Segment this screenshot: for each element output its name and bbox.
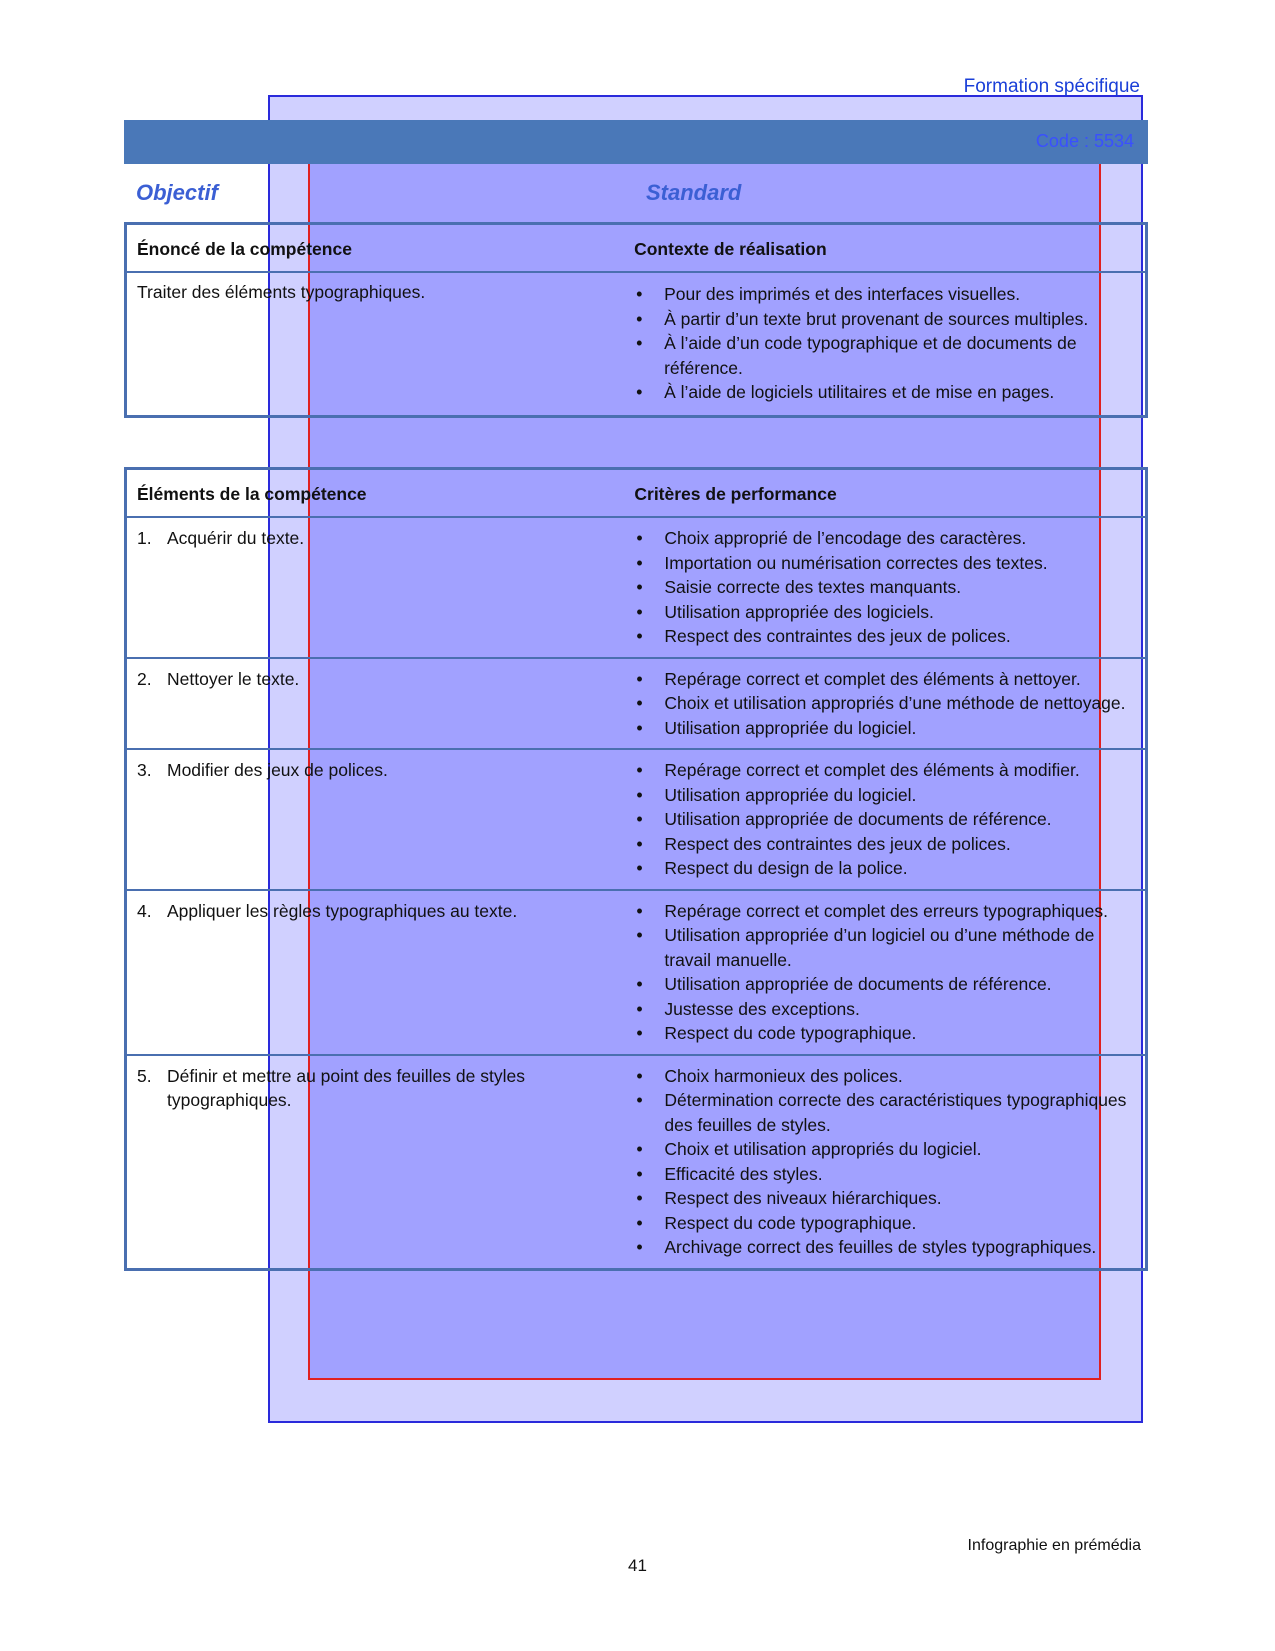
footer-program: Infographie en prémédia xyxy=(967,1537,1141,1554)
competence-table xyxy=(124,222,1148,418)
header-banner xyxy=(124,120,1148,164)
criteria-cell xyxy=(624,517,1146,658)
list-item: • Choix et utilisation appropriés du logiciel. xyxy=(634,1137,1137,1162)
element-cell xyxy=(126,658,625,750)
element-item xyxy=(137,899,616,924)
list-item: • Justesse des exceptions. xyxy=(634,997,1137,1022)
list-item: • Respect des contraintes des jeux de polices. xyxy=(634,832,1137,857)
list-item: • Respect du design de la police. xyxy=(634,856,1137,881)
code-label: Code : 5534 xyxy=(1035,131,1134,151)
criteria-list xyxy=(634,899,1137,1046)
criteria-cell xyxy=(624,890,1146,1055)
list-item: • Respect des niveaux hiérarchiques. xyxy=(634,1186,1137,1211)
context-list xyxy=(634,282,1137,405)
criteria-list xyxy=(634,1064,1137,1260)
criteria-list xyxy=(634,667,1137,741)
list-item: • Pour des imprimés et des interfaces visuelles. xyxy=(634,282,1137,307)
list-item: • Choix approprié de l’encodage des caractères. xyxy=(634,526,1137,551)
list-item: • Utilisation appropriée d’un logiciel ou d’une méthode de travail manuelle. xyxy=(634,923,1137,972)
element-item xyxy=(137,758,616,783)
list-item: • Respect du code typographique. xyxy=(634,1211,1137,1236)
criteria-cell xyxy=(624,1055,1146,1270)
criteria-list xyxy=(634,758,1137,881)
list-item: • Utilisation appropriée du logiciel. xyxy=(634,783,1137,808)
section-label: Formation spécifique xyxy=(963,76,1140,97)
element-cell xyxy=(126,517,625,658)
element-cell xyxy=(126,1055,625,1270)
element-cell xyxy=(126,890,625,1055)
list-item: • À partir d’un texte brut provenant de sources multiples. xyxy=(634,307,1137,332)
table-row xyxy=(126,517,1147,658)
element-item xyxy=(137,667,616,692)
element-number: 2. xyxy=(137,668,152,689)
list-item: • Utilisation appropriée du logiciel. xyxy=(634,716,1137,741)
standard-heading: Standard xyxy=(646,180,742,205)
header-enonce: Énoncé de la compétence xyxy=(126,224,625,273)
element-item xyxy=(137,526,616,551)
table-row xyxy=(126,749,1147,890)
competence-statement: Traiter des éléments typographiques. xyxy=(137,282,426,302)
objective-heading: Objectif xyxy=(136,180,218,205)
header-elements: Éléments de la compétence xyxy=(126,469,625,518)
list-item: • Choix et utilisation appropriés d’une méthode de nettoyage. xyxy=(634,691,1137,716)
element-cell xyxy=(126,749,625,890)
list-item: • Repérage correct et complet des erreurs typographiques. xyxy=(634,899,1137,924)
table-header-row xyxy=(126,469,1147,518)
list-item: • Respect du code typographique. xyxy=(634,1021,1137,1046)
list-item: • Utilisation appropriée de documents de référence. xyxy=(634,972,1137,997)
table-row xyxy=(126,890,1147,1055)
list-item: • Efficacité des styles. xyxy=(634,1162,1137,1187)
list-item: • Archivage correct des feuilles de styles typographiques. xyxy=(634,1235,1137,1260)
table-header-row xyxy=(126,224,1147,273)
header-contexte: Contexte de réalisation xyxy=(624,224,1146,273)
context-cell xyxy=(624,272,1146,416)
page-number: 41 xyxy=(628,1556,647,1575)
list-item: • Importation ou numérisation correctes des textes. xyxy=(634,551,1137,576)
criteria-cell xyxy=(624,658,1146,750)
element-text: Acquérir du texte. xyxy=(167,528,305,548)
list-item: • Détermination correcte des caractéristiques typographiques des feuilles de styles. xyxy=(634,1088,1137,1137)
element-number: 5. xyxy=(137,1065,152,1086)
list-item: • Utilisation appropriée des logiciels. xyxy=(634,600,1137,625)
header-criteres: Critères de performance xyxy=(624,469,1146,518)
element-text: Appliquer les règles typographiques au texte. xyxy=(167,900,518,921)
elements-table xyxy=(124,467,1148,1271)
element-number: 4. xyxy=(137,900,152,921)
list-item: • Respect des contraintes des jeux de polices. xyxy=(634,624,1137,649)
list-item: • Repérage correct et complet des éléments à nettoyer. xyxy=(634,667,1137,692)
element-number: 1. xyxy=(137,528,152,548)
table-row xyxy=(126,658,1147,750)
element-text: Définir et mettre au point des feuilles de styles typographiques. xyxy=(167,1065,525,1110)
table-row xyxy=(126,1055,1147,1270)
element-text: Nettoyer le texte. xyxy=(167,668,300,689)
criteria-list xyxy=(634,526,1137,649)
element-number: 3. xyxy=(137,760,152,780)
list-item: • À l’aide de logiciels utilitaires et de mise en pages. xyxy=(634,380,1137,405)
list-item: • Choix harmonieux des polices. xyxy=(634,1064,1137,1089)
list-item: • Repérage correct et complet des éléments à modifier. xyxy=(634,758,1137,783)
objective-standard-row xyxy=(134,180,1144,210)
criteria-cell xyxy=(624,749,1146,890)
list-item: • Utilisation appropriée de documents de référence. xyxy=(634,807,1137,832)
list-item: • À l’aide d’un code typographique et de documents de référence. xyxy=(634,331,1137,380)
element-item xyxy=(137,1064,616,1113)
table-row xyxy=(126,272,1147,416)
element-text: Modifier des jeux de polices. xyxy=(167,760,388,780)
list-item: • Saisie correcte des textes manquants. xyxy=(634,575,1137,600)
